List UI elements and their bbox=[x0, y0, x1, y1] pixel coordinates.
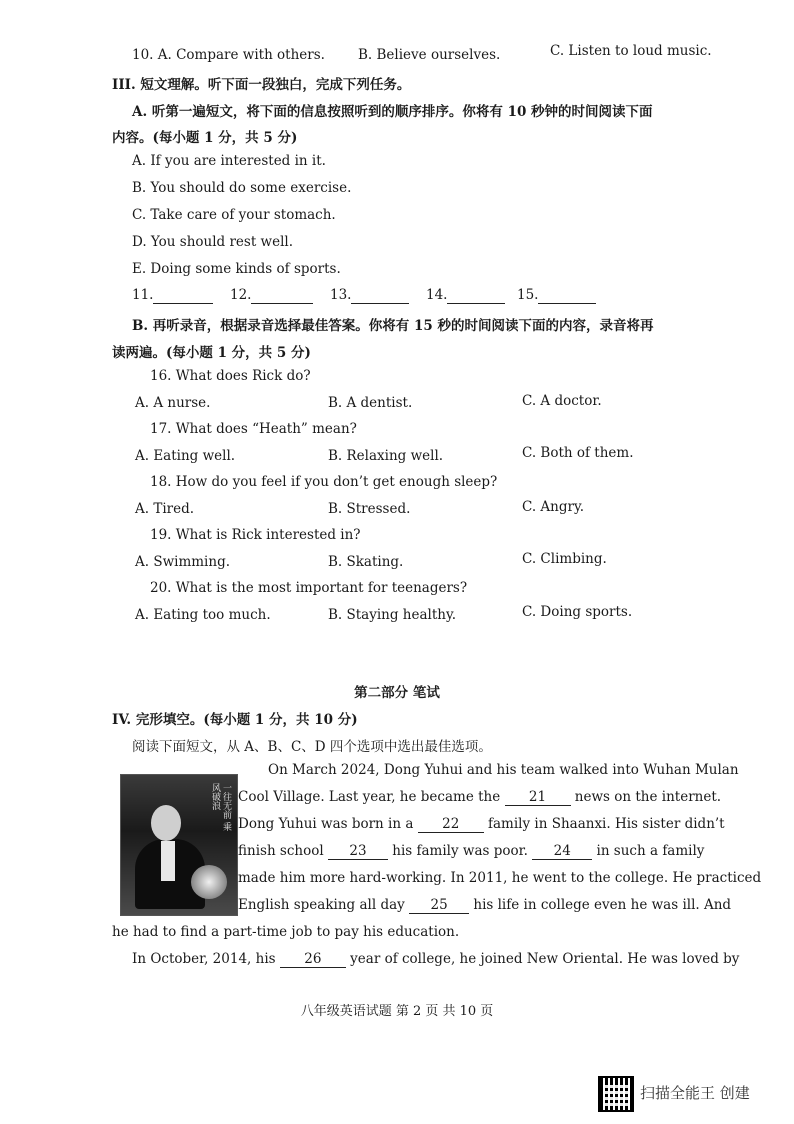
passage-text: Dong Yuhui was born in a bbox=[238, 816, 414, 832]
question-16: 16. What does Rick do? bbox=[150, 368, 311, 384]
passage-line-2 bbox=[238, 789, 721, 806]
question-17: 17. What does “Heath” mean? bbox=[150, 421, 357, 437]
q20-option-b[interactable]: B. Staying healthy. bbox=[328, 607, 457, 623]
page-footer: 八年级英语试题 第 2 页 共 10 页 bbox=[300, 1004, 494, 1019]
section3-partB-line1: B. 再听录音，根据录音选择最佳答案。你将有 15 秒的时间阅读下面的内容，录音将再 bbox=[132, 318, 654, 334]
answer-blank-11[interactable] bbox=[132, 287, 213, 304]
scanner-watermark: 扫描全能王 创建 bbox=[640, 1084, 750, 1102]
q10-option-b: B. Believe ourselves. bbox=[358, 47, 501, 63]
photo-calligraphy: 一往无前 乘风破浪 bbox=[210, 783, 231, 831]
passage-text: his family was poor. bbox=[392, 843, 528, 859]
cloze-blank-24[interactable]: 24 bbox=[532, 843, 592, 860]
ordering-item-a: A. If you are interested in it. bbox=[132, 153, 326, 169]
passage-line-3 bbox=[238, 816, 725, 833]
section3-partA-line1: A. 听第一遍短文，将下面的信息按照听到的顺序排序。你将有 10 秒钟的时间阅读下面 bbox=[132, 104, 653, 120]
q18-option-c[interactable]: C. Angry. bbox=[522, 499, 585, 515]
blank-line[interactable] bbox=[153, 287, 213, 304]
q18-option-a[interactable]: A. Tired. bbox=[135, 501, 195, 517]
passage-text: family in Shaanxi. His sister didn’t bbox=[488, 816, 725, 832]
question-19: 19. What is Rick interested in? bbox=[150, 527, 361, 543]
section4-instruction: 阅读下面短文，从 A、B、C、D 四个选项中选出最佳选项。 bbox=[132, 739, 492, 755]
cloze-blank-23[interactable]: 23 bbox=[328, 843, 388, 860]
passage-text: finish school bbox=[238, 843, 324, 859]
ordering-item-b: B. You should do some exercise. bbox=[132, 180, 352, 196]
q16-option-c[interactable]: C. A doctor. bbox=[522, 393, 602, 409]
answer-blank-14[interactable] bbox=[426, 287, 505, 304]
ordering-item-e: E. Doing some kinds of sports. bbox=[132, 261, 341, 277]
ordering-item-d: D. You should rest well. bbox=[132, 234, 294, 250]
q16-option-b[interactable]: B. A dentist. bbox=[328, 395, 413, 411]
question-18: 18. How do you feel if you don’t get enough sleep? bbox=[150, 474, 498, 490]
passage-text: his life in college even he was ill. And bbox=[473, 897, 732, 913]
q20-option-c[interactable]: C. Doing sports. bbox=[522, 604, 633, 620]
cloze-blank-22[interactable]: 22 bbox=[418, 816, 484, 833]
answer-blank-12[interactable] bbox=[230, 287, 313, 304]
photo-figure-hand bbox=[191, 865, 227, 899]
section3-partB-line2: 读两遍。(每小题 1 分，共 5 分) bbox=[112, 345, 311, 361]
passage-line-6 bbox=[238, 897, 731, 914]
cloze-blank-26[interactable]: 26 bbox=[280, 951, 346, 968]
cloze-blank-21[interactable]: 21 bbox=[505, 789, 571, 806]
answer-blank-13[interactable] bbox=[330, 287, 409, 304]
q19-option-c[interactable]: C. Climbing. bbox=[522, 551, 607, 567]
blank-line[interactable] bbox=[538, 287, 596, 304]
passage-line-8 bbox=[132, 951, 739, 968]
passage-line-4 bbox=[238, 843, 704, 860]
q19-option-b[interactable]: B. Skating. bbox=[328, 554, 404, 570]
section3-partA-line2: 内容。(每小题 1 分，共 5 分) bbox=[112, 130, 298, 146]
q20-option-a[interactable]: A. Eating too much. bbox=[135, 607, 271, 623]
photo-figure-head bbox=[151, 805, 181, 841]
dong-yuhui-photo bbox=[120, 774, 238, 916]
question-20: 20. What is the most important for teenagers? bbox=[150, 580, 468, 596]
blank-label: 12. bbox=[230, 287, 252, 303]
answer-blank-15[interactable] bbox=[517, 287, 596, 304]
photo-figure-shirt bbox=[161, 841, 175, 881]
blank-line[interactable] bbox=[251, 287, 313, 304]
passage-text: Cool Village. Last year, he became the bbox=[238, 789, 501, 805]
section3-title: III. 短文理解。听下面一段独白，完成下列任务。 bbox=[112, 77, 411, 93]
passage-text: In October, 2014, his bbox=[132, 951, 276, 967]
ordering-item-c: C. Take care of your stomach. bbox=[132, 207, 336, 223]
q18-option-b[interactable]: B. Stressed. bbox=[328, 501, 411, 517]
passage-text: in such a family bbox=[596, 843, 705, 859]
passage-text: news on the internet. bbox=[574, 789, 722, 805]
passage-line-1: On March 2024, Dong Yuhui and his team walked into Wuhan Mulan bbox=[268, 762, 739, 778]
q10-option-a: 10. A. Compare with others. bbox=[132, 47, 325, 63]
qr-code-icon bbox=[598, 1076, 634, 1112]
passage-text: year of college, he joined New Oriental. He was loved by bbox=[350, 951, 740, 967]
passage-line-5: made him more hard-working. In 2011, he went to the college. He practiced bbox=[238, 870, 762, 886]
q19-option-a[interactable]: A. Swimming. bbox=[135, 554, 231, 570]
q16-option-a[interactable]: A. A nurse. bbox=[135, 395, 211, 411]
blank-label: 15. bbox=[517, 287, 539, 303]
q17-option-c[interactable]: C. Both of them. bbox=[522, 445, 634, 461]
q17-option-a[interactable]: A. Eating well. bbox=[135, 448, 236, 464]
blank-label: 13. bbox=[330, 287, 352, 303]
blank-label: 11. bbox=[132, 287, 154, 303]
part2-heading: 第二部分 笔试 bbox=[354, 685, 440, 701]
blank-line[interactable] bbox=[447, 287, 505, 304]
cloze-blank-25[interactable]: 25 bbox=[409, 897, 469, 914]
passage-text: English speaking all day bbox=[238, 897, 405, 913]
q10-option-c: C. Listen to loud music. bbox=[550, 43, 712, 59]
section4-title: IV. 完形填空。(每小题 1 分，共 10 分) bbox=[112, 712, 358, 728]
q17-option-b[interactable]: B. Relaxing well. bbox=[328, 448, 444, 464]
blank-line[interactable] bbox=[351, 287, 409, 304]
passage-line-7: he had to find a part-time job to pay his education. bbox=[112, 924, 460, 940]
blank-label: 14. bbox=[426, 287, 448, 303]
